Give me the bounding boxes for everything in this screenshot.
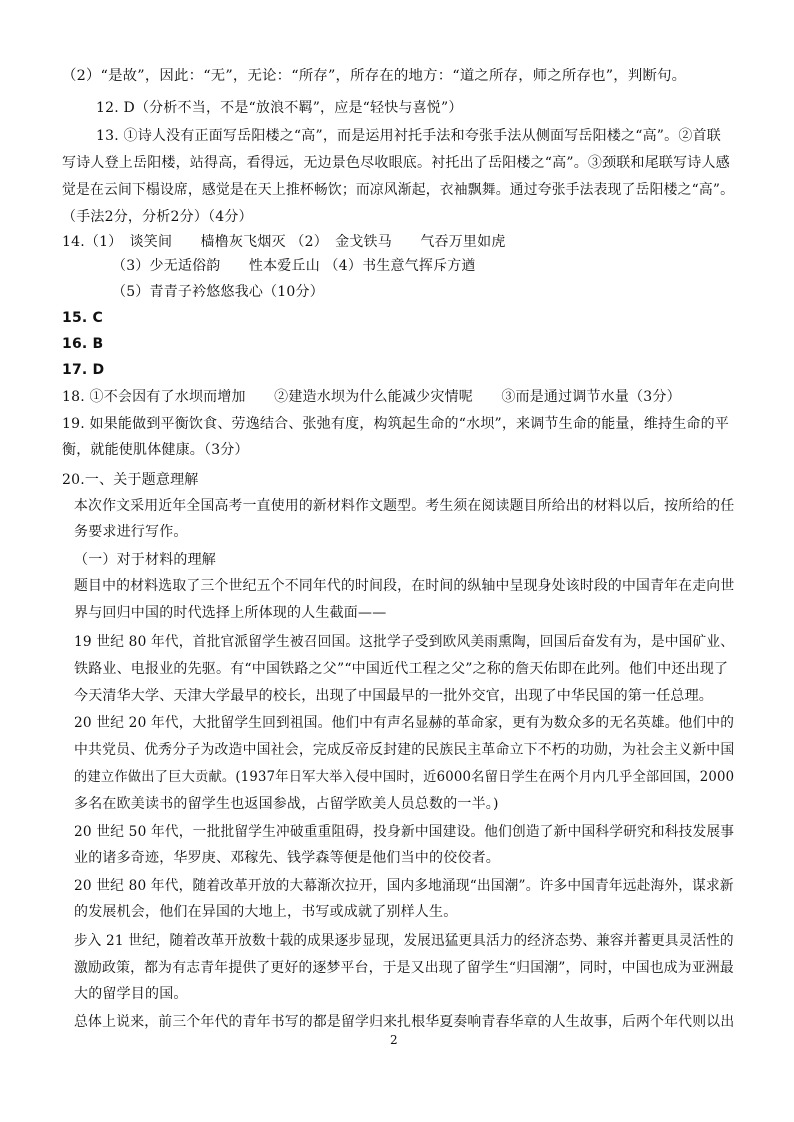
answer-12: 12. D（分析不当，不是“放浪不羁”，应是“轻快与喜悦”） — [96, 100, 463, 116]
material-line-5: 今天清华大学、天津大学最早的校长，出现了中国最早的一批外交官，出现了中华民国的第一任总理。 — [74, 688, 713, 704]
answer-15: 15. C — [62, 310, 103, 326]
material-line-9: 多名在欧美读书的留学生也返国参战，占留学欧美人员总数的一半。) — [74, 796, 499, 812]
material-line-15: 激励政策，都为有志青年提供了更好的逐梦平台，于是又出现了留学生“归国潮”，同时，中国也成为亚洲最 — [74, 960, 734, 976]
material-line-14: 步入 21 世纪，随着改革开放数十载的成果逐步显现，发展迅猛更具活力的经济态势、兼容并蓄更具灵活性的 — [74, 933, 734, 949]
subsection-heading: （一）对于材料的理解 — [74, 552, 216, 568]
answer-17: 17. D — [62, 362, 105, 378]
answer-13-line-1: 13. ①诗人没有正面写岳阳楼之“高”，而是运用衬托手法和夸张手法从侧面写岳阳楼之“高”。②首联 — [96, 128, 721, 144]
answer-20-line-1: 本次作文采用近年全国高考一直使用的新材料作文题型。考生须在阅读题目所给出的材料以后，按所给的任 — [74, 498, 735, 514]
answer-14-line-3: （5）青青子衿悠悠我心（10分） — [112, 284, 324, 300]
material-line-4: 铁路业、电报业的先驱。有“中国铁路之父”“中国近代工程之父”之称的詹天佑即在此列。他们中还出现了 — [74, 661, 729, 677]
material-line-2: 界与回归中国的时代选择上所体现的人生截面—— — [74, 605, 387, 621]
material-line-6: 20 世纪 20 年代，大批留学生回到祖国。他们中有声名显赫的革命家，更有为数众多的无名英雄。他们中的 — [74, 715, 735, 731]
answer-19-line-2: 衡，就能使肌体健康。（3分） — [62, 442, 249, 458]
answer-13-line-3: 觉是在云间下榻设席，感觉是在天上推杯畅饮；而凉风渐起，衣袖飘舞。通过夸张手法表现了岳阳楼之“高”。 — [62, 182, 735, 198]
material-line-11: 业的诸多奇迹，华罗庚、邓稼先、钱学森等便是他们当中的佼佼者。 — [74, 850, 500, 866]
material-line-12: 20 世纪 80 年代，随着改革开放的大幕渐次拉开，国内多地涌现“出国潮”。许多中国青年远赴海外，谋求新 — [74, 878, 734, 894]
answer-14-line-2: （3）少无适俗韵 性本爱丘山 （4）书生意气挥斥方遒 — [112, 258, 476, 274]
material-line-13: 的发展机会，他们在异国的大地上，书写或成就了别样人生。 — [74, 904, 458, 920]
answer-20-line-2: 务要求进行写作。 — [74, 524, 188, 540]
answer-13-line-2: 写诗人登上岳阳楼，站得高，看得远，无边景色尽收眼底。衬托出了岳阳楼之“高”。③颈联和尾联写诗人感 — [62, 155, 730, 171]
material-line-17: 总体上说来，前三个年代的青年书写的都是留学归来扎根华夏奏响青春华章的人生故事，后两个年代则以出 — [74, 1014, 735, 1030]
page-number: 2 — [390, 1033, 398, 1047]
material-line-8: 的建立作做出了巨大贡献。(1937年日军大举入侵中国时，近6000名留日学生在两个月内几乎全部回国，2000 — [74, 769, 735, 785]
answer-20-heading: 20.一、关于题意理解 — [62, 472, 199, 488]
material-line-1: 题目中的材料选取了三个世纪五个不同年代的时间段，在时间的纵轴中呈现身处该时段的中国青年在走向世 — [74, 578, 735, 594]
material-line-3: 19 世纪 80 年代，首批官派留学生被召回国。这批学子受到欧风美雨熏陶，回国后奋发有为，是中国矿业、 — [74, 634, 735, 650]
answer-14-line-1: 14.（1） 谈笑间 樯橹灰飞烟灭 （2） 金戈铁马 气吞万里如虎 — [62, 234, 506, 250]
answer-line-1: （2）“是故”，因此：“无”，无论：“所存”，所存在的地方：“道之所存，师之所存也”，判断句。 — [62, 68, 687, 84]
answer-13-line-4: （手法2分，分析2分）（4分） — [62, 209, 253, 225]
material-line-16: 大的留学目的国。 — [74, 986, 188, 1002]
answer-19-line-1: 19. 如果能做到平衡饮食、劳逸结合、张弛有度，构筑起生命的“水坝”，来调节生命的能量，维持生命的平 — [62, 416, 730, 432]
answer-18: 18. ①不会因有了水坝而增加 ②建造水坝为什么能减少灾情呢 ③而是通过调节水量（3分） — [62, 389, 681, 405]
material-line-10: 20 世纪 50 年代，一批批留学生冲破重重阻碍，投身新中国建设。他们创造了新中国科学研究和科技发展事 — [74, 824, 735, 840]
answer-16: 16. B — [62, 336, 104, 352]
material-line-7: 中共党员、优秀分子为改造中国社会，完成反帝反封建的民族民主革命立下不朽的功勋，为社会主义新中国 — [74, 742, 735, 758]
